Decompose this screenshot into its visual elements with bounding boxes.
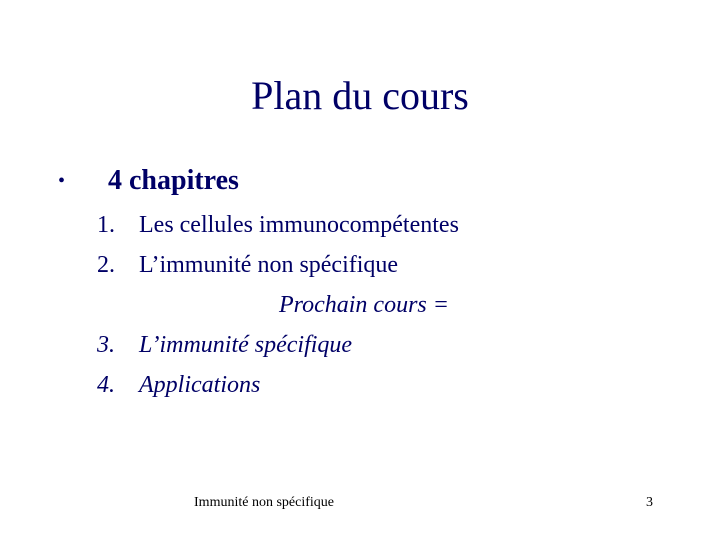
list-item-label: L’immunité non spécifique <box>139 252 399 278</box>
list-item-number: 3. <box>97 332 115 358</box>
list-item-label: Applications <box>139 372 261 398</box>
list-item <box>97 325 459 365</box>
slide-title: Plan du cours <box>251 73 469 118</box>
list-item <box>97 245 459 285</box>
list-item-number: 1. <box>97 212 115 238</box>
list-item-label: L’immunité spécifique <box>139 332 353 358</box>
slide-footer: Immunité non spécifique <box>194 495 334 510</box>
chapter-list <box>97 205 459 405</box>
bullet-icon: • <box>58 170 66 192</box>
list-item-number: 2. <box>97 252 115 278</box>
list-item-label: Les cellules immunocompétentes <box>139 212 459 238</box>
page-number: 3 <box>646 495 653 510</box>
list-item <box>97 205 459 245</box>
bullet-text: 4 chapitres <box>108 165 239 196</box>
next-course-note: Prochain cours = <box>279 292 449 318</box>
list-item <box>97 365 459 405</box>
list-item-number: 4. <box>97 372 115 398</box>
